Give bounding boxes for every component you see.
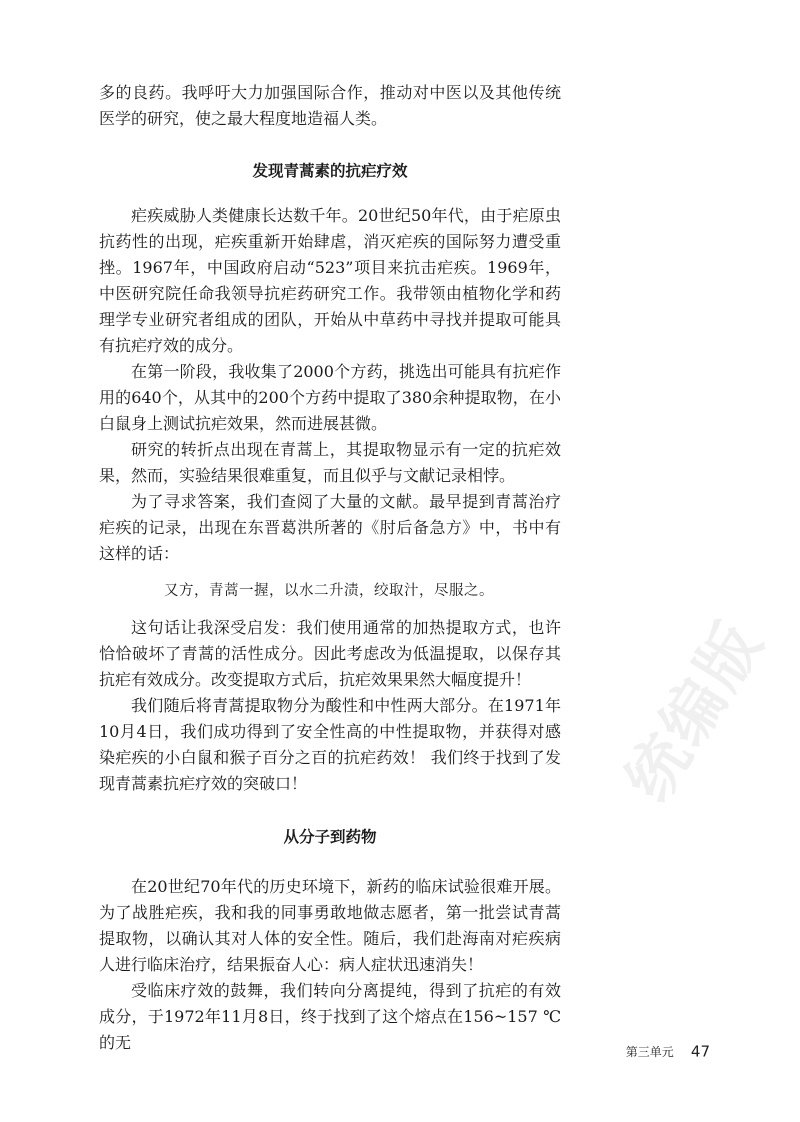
watermark: 统编版 <box>611 606 778 814</box>
paragraph: 在20世纪70年代的历史环境下，新药的临床试验很难开展。为了战胜疟疾，我和我的同事勇敢地做志愿者，第一批尝试青蒿提取物，以确认其对人体的安全性。随后，我们赴海南对疟疾病人进行临床治疗，结果振奋人心：病人症状迅速消失！ <box>99 877 561 974</box>
classical-quote: 又方，青蒿一握，以水二升渍，绞取汁，尽服之。 <box>164 583 494 599</box>
page-footer <box>626 1041 710 1061</box>
paragraph: 为了寻求答案，我们查阅了大量的文献。最早提到青蒿治疗疟疾的记录，出现在东晋葛洪所著的《肘后备急方》中，书中有这样的话： <box>99 492 561 563</box>
continued-paragraph: 多的良药。我呼吁大力加强国际合作，推动对中医以及其他传统医学的研究，使之最大程度地造福人类。 <box>99 83 561 128</box>
paragraph: 在第一阶段，我收集了2000个方药，挑选出可能具有抗疟作用的640个，从其中的200个方药中提取了380余种提取物，在小白鼠身上测试抗疟效果，然而进展甚微。 <box>99 362 561 433</box>
paragraph: 我们随后将青蒿提取物分为酸性和中性两大部分。在1971年10月4日，我们成功得到了安全性高的中性提取物，并获得对感染疟疾的小白鼠和猴子百分之百的抗疟药效！ 我们终于找到了发现青蒿素抗疟疗效的突破口！ <box>99 696 561 793</box>
section-heading-molecule-to-drug: 从分子到药物 <box>283 828 377 846</box>
page-body <box>99 80 561 1056</box>
paragraph: 受临床疗效的鼓舞，我们转向分离提纯，得到了抗疟的有效成分，于1972年11月8日，终于找到了这个熔点在156~157 ℃的无 <box>99 981 561 1052</box>
page-number: 47 <box>690 1042 710 1061</box>
paragraph: 研究的转折点出现在青蒿上，其提取物显示有一定的抗疟效果，然而，实验结果很难重复，而且似乎与文献记录相悖。 <box>99 440 561 485</box>
section-heading-discovery: 发现青蒿素的抗疟疗效 <box>252 162 408 180</box>
paragraph: 这句话让我深受启发：我们使用通常的加热提取方式，也许恰恰破坏了青蒿的活性成分。因此考虑改为低温提取，以保存其抗疟有效成分。改变提取方式后，抗疟效果果然大幅度提升！ <box>99 618 561 689</box>
paragraph: 疟疾威胁人类健康长达数千年。20世纪50年代，由于疟原虫抗药性的出现，疟疾重新开始肆虐，消灭疟疾的国际努力遭受重挫。1967年，中国政府启动“523”项目来抗击疟疾。1969年，中医研究院任命我领导抗疟药研究工作。我带领由植物化学和药理学专业研究者组成的团队，开始从中草药中寻找并提取可能具有抗疟疗效的成分。 <box>99 206 561 355</box>
unit-label: 第三单元 <box>625 1045 674 1059</box>
